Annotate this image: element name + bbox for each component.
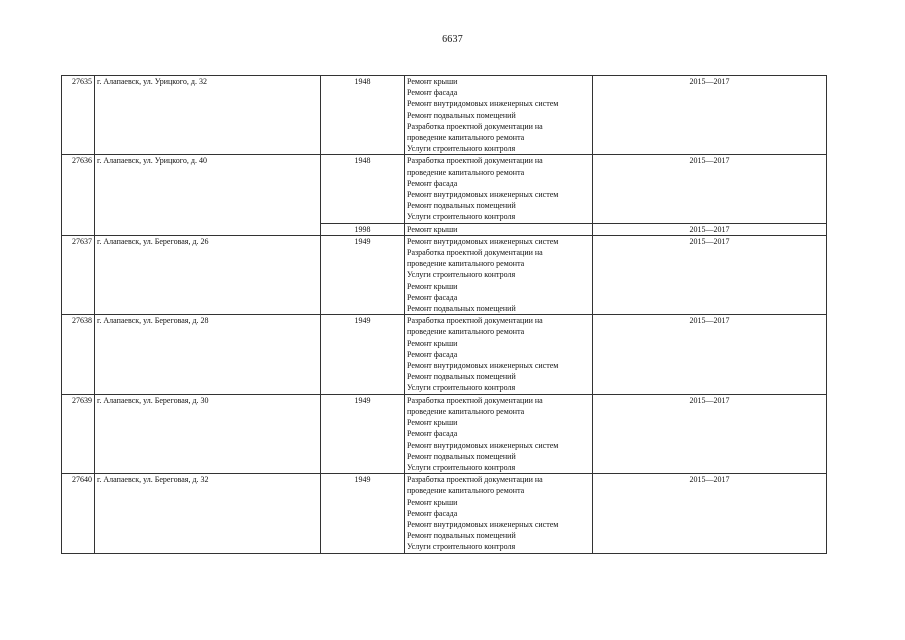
work-item: Ремонт крыши — [407, 224, 458, 234]
year-cell: 1948 — [321, 76, 405, 155]
works-cell — [405, 394, 593, 473]
work-item: Ремонт подвальных помещений — [407, 304, 516, 314]
work-item: Ремонт подвальных помещений — [407, 451, 516, 461]
work-item: Ремонт подвальных помещений — [407, 110, 516, 120]
period-cell: 2015—2017 — [593, 315, 827, 394]
year-cell: 1949 — [321, 235, 405, 314]
year-cell: 1949 — [321, 315, 405, 394]
address-cell: г. Алапаевск, ул. Береговая, д. 30 — [95, 394, 321, 473]
work-item: проведение капитального ремонта — [407, 167, 525, 177]
work-item: Ремонт крыши — [407, 281, 458, 291]
table-body — [62, 76, 827, 554]
works-cell — [405, 474, 593, 553]
building-id-cell: 27639 — [62, 394, 95, 473]
work-item: Услуги строительного контроля — [407, 462, 516, 472]
work-item: Ремонт крыши — [407, 338, 458, 348]
work-item: Услуги строительного контроля — [407, 270, 516, 280]
work-item: Ремонт фасада — [407, 88, 458, 98]
work-item: Услуги строительного контроля — [407, 383, 516, 393]
building-id-cell: 27636 — [62, 155, 95, 235]
work-item: Ремонт внутридомовых инженерных систем — [407, 361, 559, 371]
work-item: Ремонт фасада — [407, 292, 458, 302]
work-item: Услуги строительного контроля — [407, 212, 516, 222]
building-id-cell: 27635 — [62, 76, 95, 155]
year-cell: 1948 — [321, 155, 405, 223]
work-item: проведение капитального ремонта — [407, 133, 525, 143]
work-item: Ремонт фасада — [407, 349, 458, 359]
work-item: Ремонт внутридомовых инженерных систем — [407, 440, 559, 450]
work-item: Ремонт фасада — [407, 178, 458, 188]
work-item: Разработка проектной документации на — [407, 156, 543, 166]
work-item: Услуги строительного контроля — [407, 144, 516, 154]
page-number: 6637 — [442, 34, 463, 45]
work-item: Ремонт подвальных помещений — [407, 201, 516, 211]
work-item: Ремонт подвальных помещений — [407, 531, 516, 541]
works-cell — [405, 155, 593, 223]
building-id-cell: 27637 — [62, 235, 95, 314]
work-item: Ремонт крыши — [407, 77, 458, 86]
work-item: Ремонт крыши — [407, 418, 458, 428]
works-cell — [405, 315, 593, 394]
works-cell — [405, 76, 593, 155]
table-row — [62, 474, 827, 553]
building-id-cell: 27640 — [62, 474, 95, 553]
work-item: Ремонт внутридомовых инженерных систем — [407, 236, 559, 246]
work-item: Разработка проектной документации на — [407, 248, 543, 258]
table-row — [62, 394, 827, 473]
work-item: Ремонт внутридомовых инженерных систем — [407, 190, 559, 200]
table-row — [62, 155, 827, 223]
work-item: проведение капитального ремонта — [407, 259, 525, 269]
work-item: проведение капитального ремонта — [407, 486, 525, 496]
works-cell — [405, 223, 593, 235]
address-cell: г. Алапаевск, ул. Урицкого, д. 32 — [95, 76, 321, 155]
year-cell: 1949 — [321, 394, 405, 473]
work-item: проведение капитального ремонта — [407, 406, 525, 416]
work-item: Ремонт внутридомовых инженерных систем — [407, 99, 559, 109]
period-cell: 2015—2017 — [593, 235, 827, 314]
repair-schedule-table — [61, 75, 827, 554]
year-cell: 1998 — [321, 223, 405, 235]
address-cell: г. Алапаевск, ул. Береговая, д. 32 — [95, 474, 321, 553]
table-row — [62, 315, 827, 394]
address-cell: г. Алапаевск, ул. Урицкого, д. 40 — [95, 155, 321, 235]
address-cell: г. Алапаевск, ул. Береговая, д. 28 — [95, 315, 321, 394]
table-row — [62, 76, 827, 155]
period-cell: 2015—2017 — [593, 394, 827, 473]
work-item: Ремонт фасада — [407, 508, 458, 518]
work-item: Услуги строительного контроля — [407, 542, 516, 552]
year-cell: 1949 — [321, 474, 405, 553]
work-item: проведение капитального ремонта — [407, 327, 525, 337]
work-item: Разработка проектной документации на — [407, 475, 543, 485]
address-cell: г. Алапаевск, ул. Береговая, д. 26 — [95, 235, 321, 314]
work-item: Разработка проектной документации на — [407, 395, 543, 405]
work-item: Ремонт внутридомовых инженерных систем — [407, 519, 559, 529]
period-cell: 2015—2017 — [593, 223, 827, 235]
building-id-cell: 27638 — [62, 315, 95, 394]
work-item: Ремонт подвальных помещений — [407, 372, 516, 382]
period-cell: 2015—2017 — [593, 155, 827, 223]
work-item: Разработка проектной документации на — [407, 316, 543, 326]
works-cell — [405, 235, 593, 314]
work-item: Разработка проектной документации на — [407, 121, 543, 131]
work-item: Ремонт фасада — [407, 429, 458, 439]
work-item: Ремонт крыши — [407, 497, 458, 507]
table-row — [62, 235, 827, 314]
period-cell: 2015—2017 — [593, 76, 827, 155]
period-cell: 2015—2017 — [593, 474, 827, 553]
